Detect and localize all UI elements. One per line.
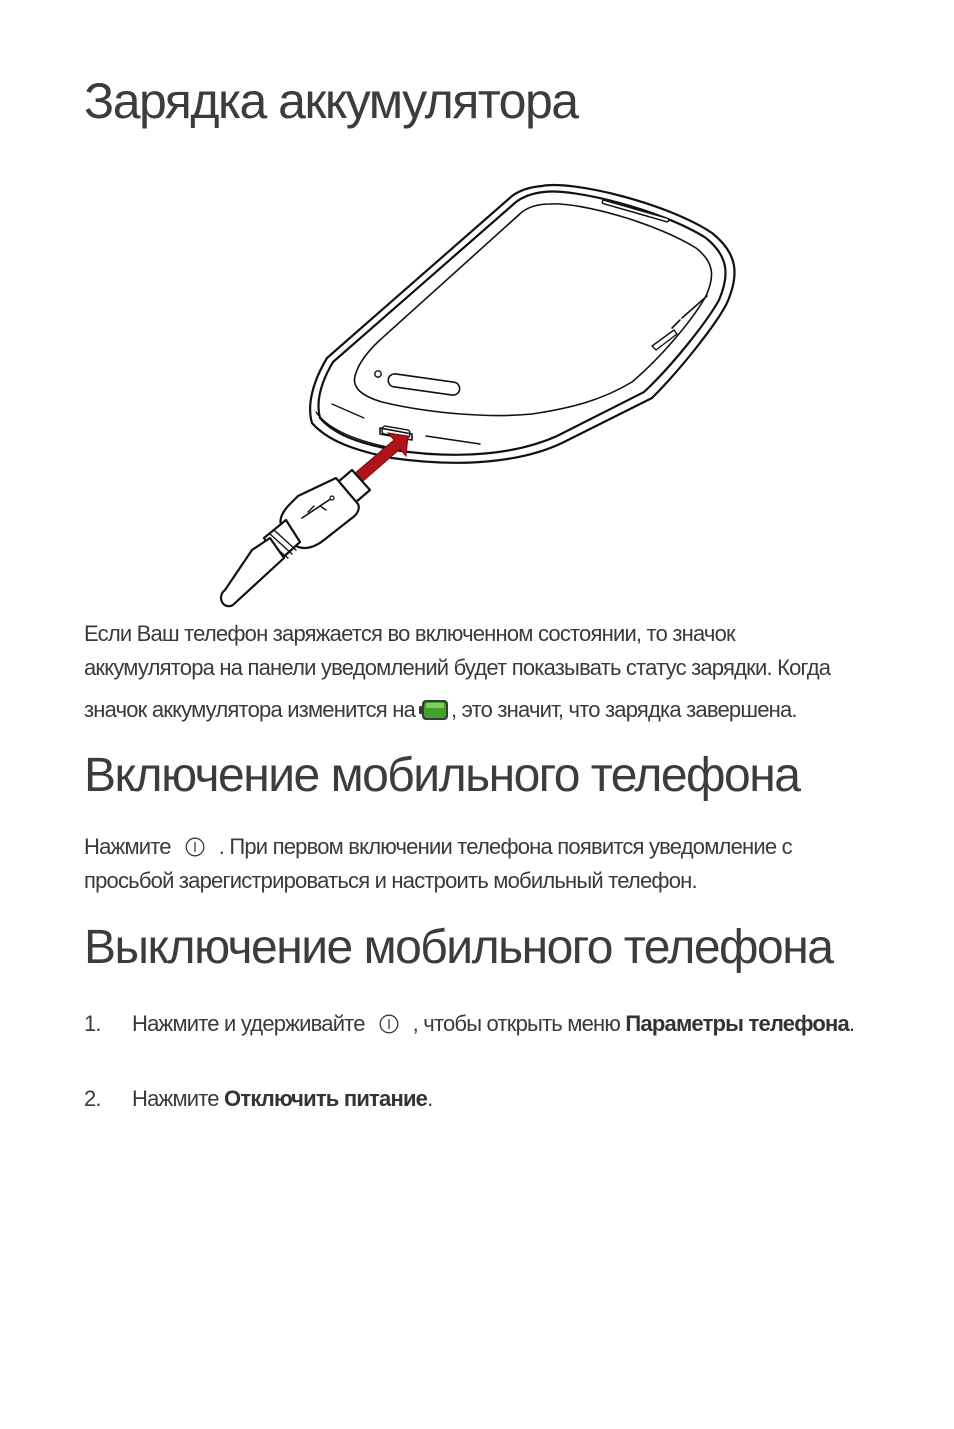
charging-text-line2: аккумулятора на панели уведомлений будет показывать статус зарядки. Когда: [84, 655, 831, 680]
power-on-text-before: Нажмите: [84, 834, 171, 859]
power-button-icon: [185, 837, 205, 857]
section-title-power-off: Выключение мобильного телефона: [84, 921, 833, 974]
step-2-text-before: Нажмите: [132, 1086, 219, 1111]
menu-name-phone-options: Параметры телефона: [625, 1011, 849, 1036]
charging-description: [84, 617, 884, 727]
section-title-power-on: Включение мобильного телефона: [84, 749, 800, 802]
section-title-charging: Зарядка аккумулятора: [84, 73, 578, 129]
step-number: 2.: [84, 1086, 101, 1111]
charging-text-line3-after: , это значит, что зарядка завершена.: [451, 697, 797, 722]
step-2-text-end: .: [427, 1086, 433, 1111]
step-1-text-middle: , чтобы открыть меню: [412, 1011, 621, 1036]
charging-text-line1: Если Ваш телефон заряжается во включенном состоянии, то значок: [84, 621, 735, 646]
power-on-text-after: . При первом включении телефона появится уведомление с просьбой зарегистрироваться и настроить мобильный телефон.: [84, 834, 792, 893]
step-number: 1.: [84, 1011, 101, 1036]
charging-text-line3: [84, 693, 884, 727]
battery-full-icon: [419, 699, 449, 721]
power-off-step-1: [84, 1007, 892, 1041]
menu-item-power-off: Отключить питание: [224, 1086, 428, 1111]
step-1-text-end: .: [848, 1011, 855, 1036]
phone-charging-illustration: [212, 178, 748, 610]
power-button-icon: [379, 1014, 399, 1034]
step-1-text-before: Нажмите и удерживайте: [132, 1011, 365, 1036]
power-off-step-2: [84, 1082, 892, 1116]
charging-text-line3-before: значок аккумулятора изменится на: [84, 697, 416, 722]
power-on-description: [84, 830, 884, 898]
